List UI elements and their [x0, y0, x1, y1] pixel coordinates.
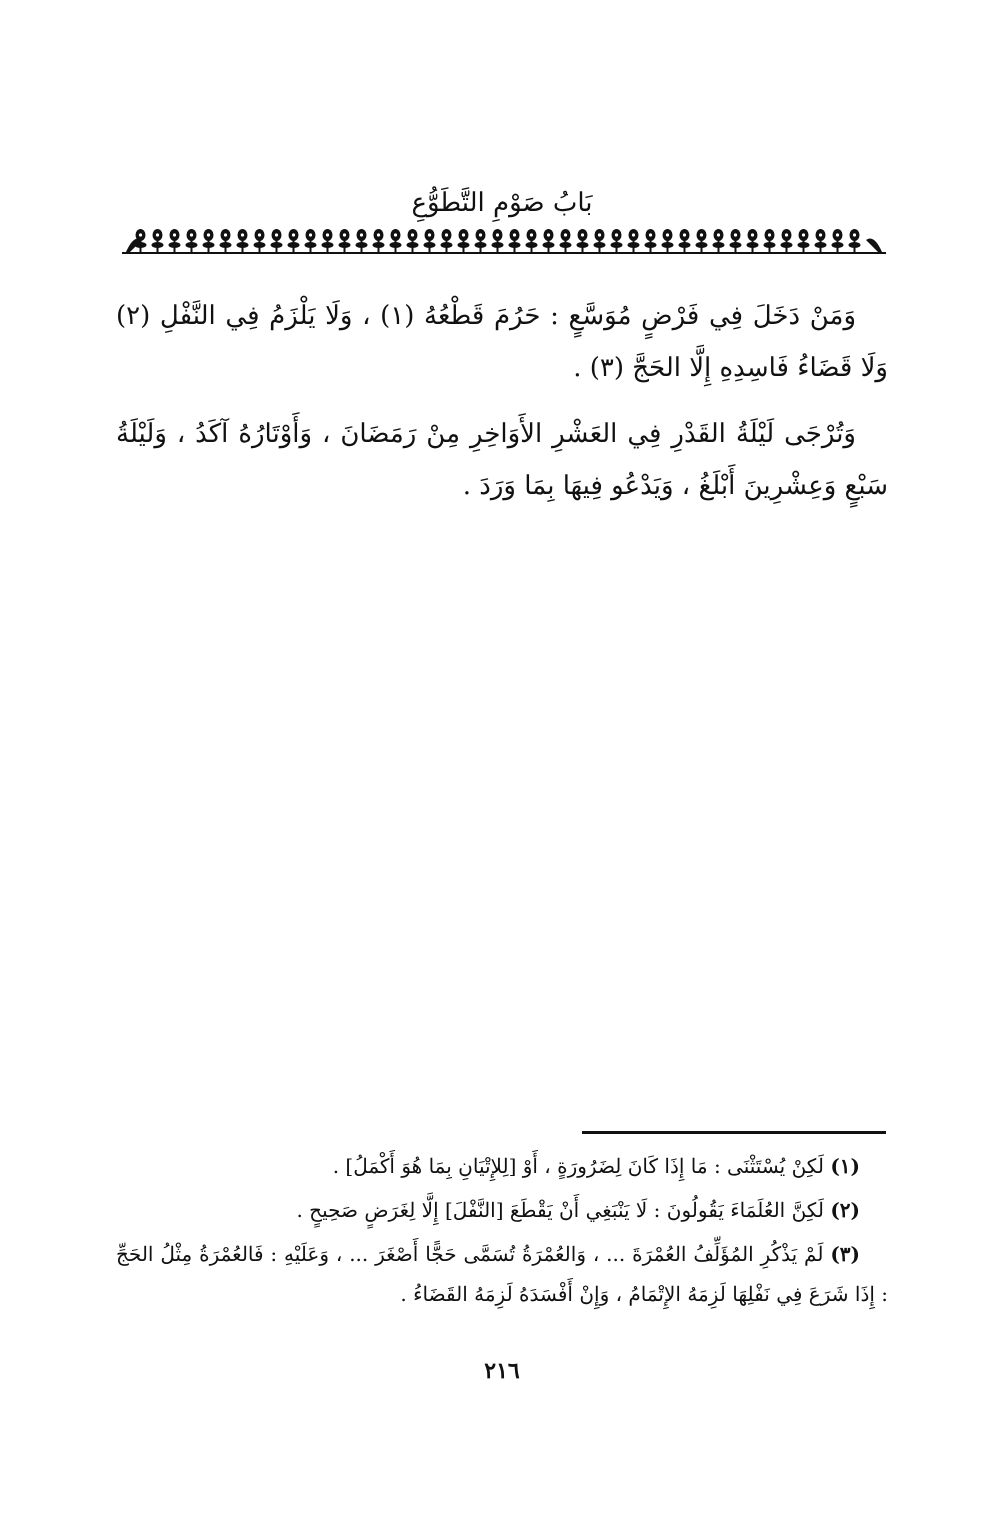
- ornament-motif: [169, 229, 181, 252]
- footnote-marker: (١): [830, 1154, 860, 1178]
- ornament-motif: [492, 229, 504, 252]
- ornament-motif: [288, 229, 300, 252]
- ornament-flourish: [866, 239, 882, 253]
- ornament-motif: [526, 229, 538, 252]
- paragraph-2: وَتُرْجَى لَيْلَةُ القَدْرِ فِي العَشْرِ الأَوَاخِرِ مِنْ رَمَضَانَ ، وَأَوْتَارُهُ آكَدُ ، وَلَيْلَةُ سَبْعٍ وَعِشْرِينَ أَبْلَغُ ، وَيَدْعُو فِيهَا بِمَا وَرَدَ .: [116, 419, 888, 501]
- ornament-border-graphic: [122, 226, 886, 256]
- footnote-3: [116, 1234, 888, 1314]
- ornament-motif: [645, 229, 657, 252]
- ornament-motif: [373, 229, 385, 252]
- ornament-motif: [696, 229, 708, 252]
- ornament-motif: [356, 229, 368, 252]
- ornament-motif: [475, 229, 487, 252]
- ornamental-divider: [122, 226, 886, 256]
- ornament-motif: [560, 229, 572, 252]
- ornament-motif: [730, 229, 742, 252]
- ornament-motif: [849, 229, 861, 252]
- ornament-motif: [798, 229, 810, 252]
- footnotes: [116, 1146, 888, 1318]
- ornament-motif: [254, 229, 266, 252]
- ornament-motif: [390, 229, 402, 252]
- ornament-motif: [220, 229, 232, 252]
- main-text: [116, 290, 888, 526]
- ornament-motif: [679, 229, 691, 252]
- footnote-2: [116, 1190, 888, 1230]
- ornament-motif: [305, 229, 317, 252]
- ornament-motif: [713, 229, 725, 252]
- footnote-separator: [582, 1131, 886, 1134]
- ornament-motif: [747, 229, 759, 252]
- ornament-motif: [152, 229, 164, 252]
- chapter-title: بَابُ صَوْمِ التَّطَوُّعِ: [411, 188, 593, 218]
- ornament-motif: [815, 229, 827, 252]
- paragraph-1: وَمَنْ دَخَلَ فِي فَرْضٍ مُوَسَّعٍ : حَرُمَ قَطْعُهُ (١) ، وَلَا يَلْزَمُ فِي النَّفْلِ (٢) وَلَا قَضَاءُ فَاسِدِهِ إِلَّا الحَجَّ (٣) .: [116, 301, 888, 383]
- footnote-text: لَكِنْ يُسْتَثْنَى : مَا إِذَا كَانَ لِضَرُورَةٍ ، أَوْ [لِلإِتْيَانِ بِمَا هُوَ أَكْمَلُ] .: [332, 1154, 824, 1178]
- ornament-motif: [424, 229, 436, 252]
- ornament-motif: [339, 229, 351, 252]
- page-number: ٢١٦: [484, 1358, 520, 1384]
- footnote-marker: (٣): [830, 1242, 861, 1266]
- ornament-motif: [781, 229, 793, 252]
- ornament-motif: [407, 229, 419, 252]
- ornament-motif: [611, 229, 623, 252]
- ornament-motif: [577, 229, 589, 252]
- ornament-motif: [628, 229, 640, 252]
- ornament-motif: [509, 229, 521, 252]
- ornament-motif: [271, 229, 283, 252]
- ornament-motif: [832, 229, 844, 252]
- ornament-motif: [322, 229, 334, 252]
- footnote-1: [116, 1146, 888, 1186]
- ornament-motif: [237, 229, 249, 252]
- ornament-motif: [543, 229, 555, 252]
- ornament-motif: [203, 229, 215, 252]
- ornament-motif: [594, 229, 606, 252]
- footnote-marker: (٢): [830, 1198, 860, 1222]
- footnote-text: لَكِنَّ العُلَمَاءَ يَقُولُونَ : لَا يَنْبَغِي أَنْ يَقْطَعَ [النَّفْلَ] إِلَّا لِغَرَضٍ صَحِيحٍ .: [296, 1198, 824, 1222]
- ornament-motif: [662, 229, 674, 252]
- footnote-text: لَمْ يَذْكُرِ المُؤَلِّفُ العُمْرَةَ ... ، وَالعُمْرَةُ تُسَمَّى حَجًّا أَصْغَرَ ... ، وَعَلَيْهِ : فَالعُمْرَةُ مِثْلُ الحَجِّ : إِذَا شَرَعَ فِي نَفْلِهَا لَزِمَهُ الإِتْمَامُ ، وَإِنْ أَفْسَدَهُ لَزِمَهُ القَضَاءُ .: [116, 1242, 888, 1306]
- ornament-motif: [186, 229, 198, 252]
- ornament-motif: [764, 229, 776, 252]
- ornament-motif: [458, 229, 470, 252]
- ornament-motif: [441, 229, 453, 252]
